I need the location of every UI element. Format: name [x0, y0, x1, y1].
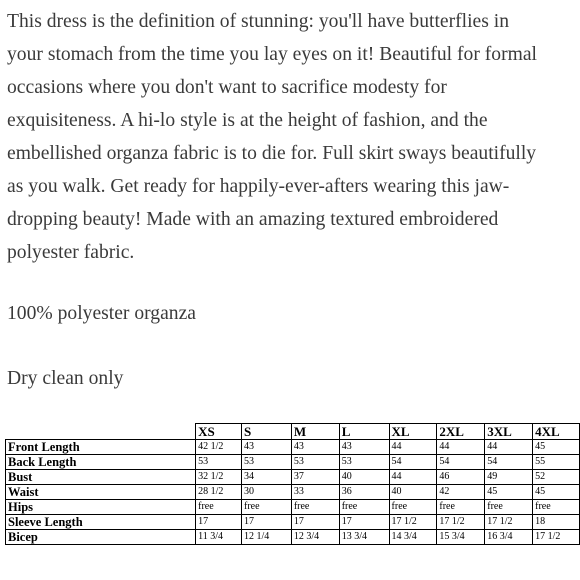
size-header: XS: [196, 424, 242, 440]
table-cell: 44: [389, 440, 437, 455]
table-row: [6, 500, 580, 515]
size-header-corner: [6, 424, 196, 440]
table-cell: free: [196, 500, 242, 515]
table-cell: 49: [485, 470, 533, 485]
material-text: 100% polyester organza: [7, 303, 196, 324]
table-cell: 13 3/4: [339, 530, 389, 545]
row-label: Bust: [6, 470, 196, 485]
product-description: [7, 5, 579, 269]
row-label: Back Length: [6, 455, 196, 470]
table-cell: free: [339, 500, 389, 515]
row-label: Waist: [6, 485, 196, 500]
table-cell: 40: [339, 470, 389, 485]
table-cell: 17: [291, 515, 339, 530]
table-cell: 33: [291, 485, 339, 500]
table-row: [6, 515, 580, 530]
table-cell: free: [533, 500, 580, 515]
table-cell: 15 3/4: [437, 530, 485, 545]
table-cell: 55: [533, 455, 580, 470]
table-cell: 54: [437, 455, 485, 470]
size-header: M: [291, 424, 339, 440]
table-cell: 17: [196, 515, 242, 530]
table-cell: 36: [339, 485, 389, 500]
description-line: dropping beauty! Made with an amazing textured embroidered: [7, 209, 499, 230]
description-line: embellished organza fabric is to die for. Full skirt sways beautifully: [7, 143, 537, 164]
description-line: polyester fabric.: [7, 242, 135, 263]
table-cell: 54: [389, 455, 437, 470]
size-header: 3XL: [485, 424, 533, 440]
table-cell: 44: [485, 440, 533, 455]
table-cell: 53: [241, 455, 291, 470]
table-cell: 43: [339, 440, 389, 455]
table-cell: 37: [291, 470, 339, 485]
table-cell: free: [485, 500, 533, 515]
description-line: your stomach from the time you lay eyes on it! Beautiful for formal: [7, 44, 537, 65]
table-cell: free: [291, 500, 339, 515]
table-cell: 43: [291, 440, 339, 455]
description-line: occasions where you don't want to sacrifice modesty for: [7, 77, 447, 98]
table-cell: 45: [533, 440, 580, 455]
table-cell: 34: [241, 470, 291, 485]
description-line: This dress is the definition of stunning: you'll have butterflies in: [7, 11, 510, 32]
table-cell: 14 3/4: [389, 530, 437, 545]
care-instructions: Dry clean only: [7, 368, 124, 389]
table-cell: 11 3/4: [196, 530, 242, 545]
table-cell: 17: [339, 515, 389, 530]
row-label: Bicep: [6, 530, 196, 545]
table-cell: 17 1/2: [485, 515, 533, 530]
size-header: 4XL: [533, 424, 580, 440]
table-cell: 40: [389, 485, 437, 500]
table-cell: 53: [339, 455, 389, 470]
table-cell: 17 1/2: [533, 530, 580, 545]
description-line: exquisiteness. A hi-lo style is at the height of fashion, and the: [7, 110, 488, 131]
description-line: as you walk. Get ready for happily-ever-afters wearing this jaw-: [7, 176, 510, 197]
table-cell: 18: [533, 515, 580, 530]
table-cell: 12 1/4: [241, 530, 291, 545]
table-cell: 16 3/4: [485, 530, 533, 545]
table-row: [6, 440, 580, 455]
table-cell: 17: [241, 515, 291, 530]
size-chart-table: [5, 423, 580, 545]
table-cell: 17 1/2: [389, 515, 437, 530]
table-cell: 46: [437, 470, 485, 485]
row-label: Sleeve Length: [6, 515, 196, 530]
table-cell: 44: [437, 440, 485, 455]
size-header: S: [241, 424, 291, 440]
table-row: [6, 470, 580, 485]
size-header: L: [339, 424, 389, 440]
table-row: [6, 455, 580, 470]
table-cell: 32 1/2: [196, 470, 242, 485]
table-row: [6, 530, 580, 545]
row-label: Hips: [6, 500, 196, 515]
table-row: [6, 485, 580, 500]
table-cell: 42: [437, 485, 485, 500]
table-cell: 44: [389, 470, 437, 485]
table-cell: 45: [485, 485, 533, 500]
table-cell: 45: [533, 485, 580, 500]
table-cell: free: [241, 500, 291, 515]
table-cell: 42 1/2: [196, 440, 242, 455]
table-cell: 53: [291, 455, 339, 470]
table-cell: 30: [241, 485, 291, 500]
size-header-row: [6, 424, 580, 440]
table-cell: free: [389, 500, 437, 515]
size-header: 2XL: [437, 424, 485, 440]
size-header: XL: [389, 424, 437, 440]
table-cell: 54: [485, 455, 533, 470]
table-cell: 52: [533, 470, 580, 485]
table-cell: 53: [196, 455, 242, 470]
table-cell: 12 3/4: [291, 530, 339, 545]
row-label: Front Length: [6, 440, 196, 455]
table-cell: 43: [241, 440, 291, 455]
table-cell: 17 1/2: [437, 515, 485, 530]
table-cell: free: [437, 500, 485, 515]
table-cell: 28 1/2: [196, 485, 242, 500]
